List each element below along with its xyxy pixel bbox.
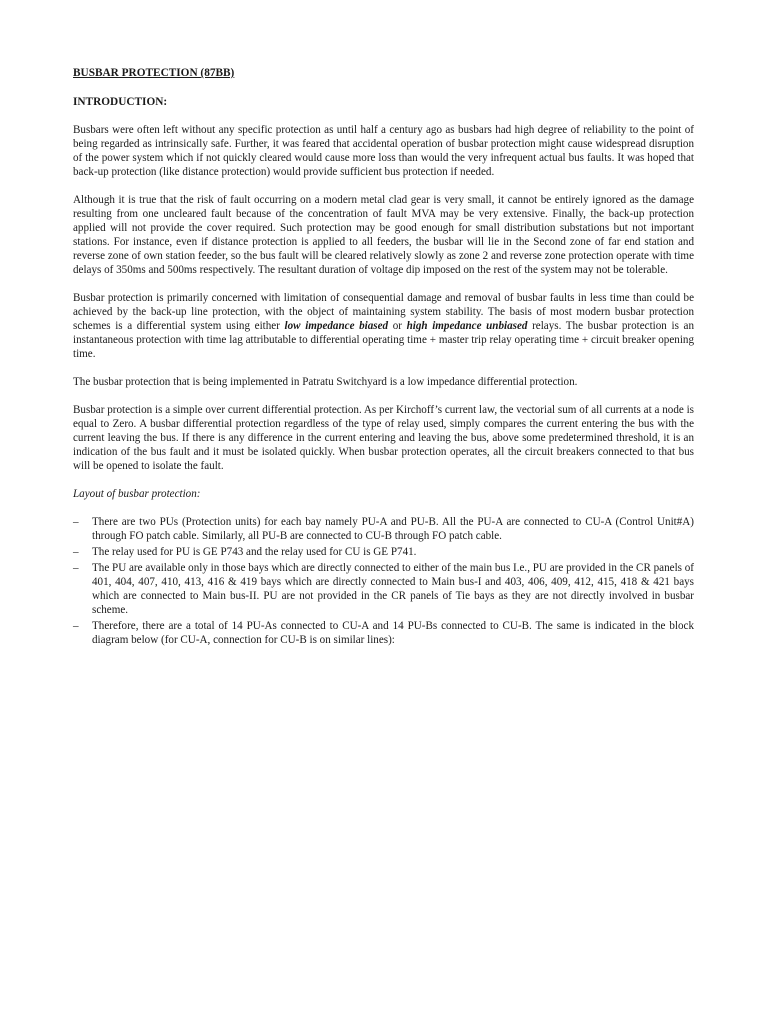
bullet-dash: – <box>73 620 79 632</box>
list-item <box>73 515 694 543</box>
list-item <box>73 561 694 617</box>
paragraph-history: Busbars were often left without any specific protection as until half a century ago as busbars had high degree of reliability to the point of being regarded as intrinsically safe. Further, it was feared that accidental operation of busbar protection might cause widespread disruption of the power system which if not quickly cleared would cause more loss than would the very infrequent actual bus faults. It was hoped that back-up protection (like distance protection) would provide sufficient bus protection if needed. <box>73 124 694 178</box>
schemes-text-3: relays. The busbar protection is an instantaneous protection with time lag attributable to differential operating time + master trip relay operating time + circuit breaker opening time. <box>73 320 694 360</box>
bullet-dash: – <box>73 562 79 574</box>
bullet-dash: – <box>73 546 79 558</box>
schemes-text-2: or <box>388 320 407 332</box>
introduction-heading: INTRODUCTION: <box>73 96 168 108</box>
bullet-dash: – <box>73 516 79 528</box>
paragraph-patratu: The busbar protection that is being implemented in Patratu Switchyard is a low impedance differential protection. <box>73 376 578 388</box>
document-page <box>73 66 694 649</box>
paragraph-risk: Although it is true that the risk of fault occurring on a modern metal clad gear is very small, it cannot be entirely ignored as the damage resulting from one uncleared fault because of the concentration of fault MVA may be very extensive. Finally, the back-up protection applied will not provide the cover required. Such protection may be good enough for small distribution substations but not important stations. For instance, even if distance protection is applied to all feeders, the busbar will lie in the Second zone of far end station and reverse zone of own station feeder, so the bus fault will be cleared relatively slowly as zone 2 and reverse zone protection operate with time delays of 350ms and 500ms respectively. The resultant duration of voltage dip imposed on the rest of the system may not be tolerable. <box>73 194 694 276</box>
schemes-text-1: Busbar protection is primarily concerned with limitation of consequential damage and removal of busbar faults in less time than could be achieved by the back-up line protection, with the object of maintaining system stability. The basis of most modern busbar protection schemes is a differential system using either <box>73 292 694 332</box>
layout-bullet-list <box>73 515 694 647</box>
paragraph-principle: Busbar protection is a simple over current differential protection. As per Kirchoff’s current law, the vectorial sum of all currents at a node is equal to Zero. A busbar differential protection regardless of the type of relay used, simply compares the current entering the bus with the current leaving the bus. If there is any difference in the current entering and leaving the bus, above some predetermined threshold, it is an indication of the bus fault and it must be isolated quickly. When busbar protection operates, all the circuit breakers connected to that bus will be opened to isolate the fault. <box>73 404 694 472</box>
list-item-text: The relay used for PU is GE P743 and the relay used for CU is GE P741. <box>92 546 417 558</box>
list-item-text: There are two PUs (Protection units) for each bay namely PU-A and PU-B. All the PU-A are connected to CU-A (Control Unit#A) through FO patch cable. Similarly, all PU-B are connected to CU-B through FO patch cable. <box>92 516 694 542</box>
document-title: BUSBAR PROTECTION (87BB) <box>73 67 235 79</box>
low-impedance-term: low impedance biased <box>284 320 389 332</box>
layout-heading: Layout of busbar protection: <box>73 488 201 500</box>
paragraph-schemes <box>73 291 694 361</box>
high-impedance-term: high impedance unbiased <box>406 320 528 332</box>
list-item <box>73 619 694 647</box>
list-item-text: Therefore, there are a total of 14 PU-As connected to CU-A and 14 PU-Bs connected to CU-B. The same is indicated in the block diagram below (for CU-A, connection for CU-B is on similar lines): <box>92 620 694 646</box>
list-item-text: The PU are available only in those bays which are directly connected to either of the main bus I.e., PU are provided in the CR panels of 401, 404, 407, 410, 413, 416 & 419 bays which are directly connected to Main bus-I and 403, 406, 409, 412, 415, 418 & 421 bays which are connected to Main bus-II. PU are not provided in the CR panels of Tie bays as they are not directly involved in busbar scheme. <box>92 562 694 616</box>
list-item <box>73 545 694 559</box>
